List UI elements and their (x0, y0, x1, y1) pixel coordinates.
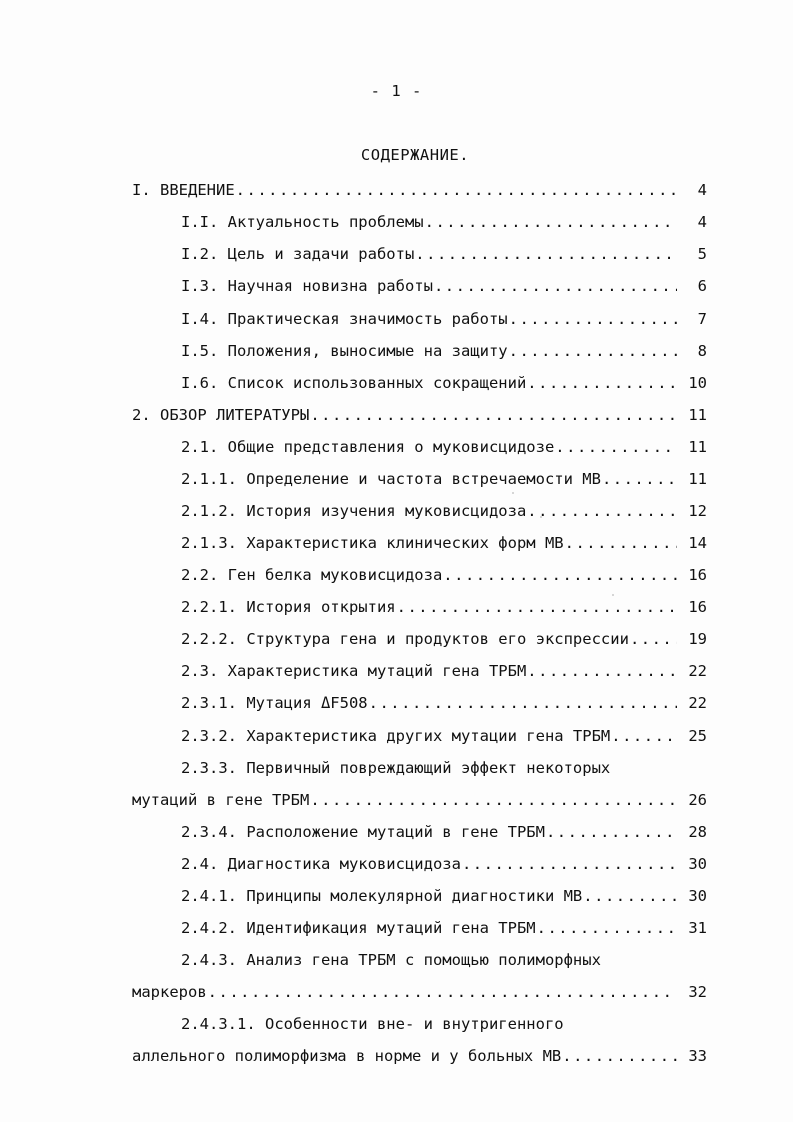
toc-entry-label: I.3. Научная новизна работы (181, 277, 433, 295)
toc-entry-label: 2.1.3. Характеристика клинических форм МВ (181, 534, 564, 552)
toc-entry (181, 885, 707, 907)
scan-speck (540, 516, 542, 518)
toc-entry-label: I.2. Цель и задачи работы (181, 245, 415, 263)
page-number: - 1 - (370, 82, 423, 100)
toc-entry-page: 11 (688, 438, 707, 456)
dot-leader (509, 340, 677, 362)
toc-entry-first-line: 2.3.3. Первичный повреждающий эффект некоторых (181, 759, 611, 777)
toc-entry (181, 275, 707, 297)
toc-entry-label: 2. ОБЗОР ЛИТЕРАТУРЫ (132, 406, 310, 424)
toc-entry-first-line: 2.4.3.1. Особенности вне- и внутригенного (181, 1015, 564, 1033)
toc-entry (181, 500, 707, 522)
toc-entry (181, 340, 707, 362)
dot-leader (583, 885, 677, 907)
toc-entry-page: 4 (697, 213, 707, 231)
dot-leader (527, 660, 677, 682)
toc-entry-page: 4 (697, 181, 707, 199)
toc-entry-page: 26 (688, 791, 707, 809)
toc-entry (132, 1045, 707, 1067)
dot-leader (434, 275, 677, 297)
toc-entry (181, 660, 707, 682)
toc-entry-label: мутаций в гене ТРБМ (132, 791, 310, 809)
toc-entry-page: 14 (688, 534, 707, 552)
toc-entry (181, 468, 707, 490)
toc-entry (181, 436, 707, 458)
toc-entry-page: 10 (688, 374, 707, 392)
dot-leader (537, 917, 677, 939)
dot-leader (630, 628, 677, 650)
toc-entry (181, 725, 707, 747)
toc-entry-label: I. ВВЕДЕНИЕ (132, 181, 235, 199)
toc-entry-label: 2.1.1. Определение и частота встречаемости МВ (181, 470, 601, 488)
toc-entry-page: 16 (688, 598, 707, 616)
toc-entry-page: 7 (697, 310, 707, 328)
toc-entry-label: 2.1.2. История изучения муковисцидоза (181, 502, 527, 520)
toc-entry (181, 564, 707, 586)
scan-speck (512, 492, 514, 494)
toc-entry-page: 6 (697, 277, 707, 295)
dot-leader (310, 404, 677, 426)
toc-entry (181, 853, 707, 875)
dot-leader (509, 308, 677, 330)
toc-entry-page: 31 (688, 919, 707, 937)
toc-entry-page: 16 (688, 566, 707, 584)
toc-entry-label: I.5. Положения, выносимые на защиту (181, 342, 508, 360)
toc-entry-label: 2.3.4. Расположение мутаций в гене ТРБМ (181, 823, 545, 841)
toc-entry-label: I.4. Практическая значимость работы (181, 310, 508, 328)
toc-entry-page: 25 (688, 727, 707, 745)
dot-leader (546, 821, 677, 843)
toc-entry-page: 32 (688, 983, 707, 1001)
toc-title: СОДЕРЖАНИЕ. (360, 146, 470, 164)
scan-speck (612, 594, 614, 596)
toc-entry-label: 2.3. Характеристика мутаций гена ТРБМ (181, 662, 527, 680)
toc-entry-label: 2.2.2. Структура гена и продуктов его экспрессии (181, 630, 629, 648)
toc-entry-label: 2.2. Ген белка муковисцидоза (181, 566, 443, 584)
dot-leader (236, 179, 677, 201)
toc-entry-label: 2.4.2. Идентификация мутаций гена ТРБМ (181, 919, 536, 937)
toc-entry (181, 628, 707, 650)
toc-entry-label: 2.2.1. История открытия (181, 598, 396, 616)
dot-leader (527, 372, 677, 394)
toc-entry-label: 2.3.1. Мутация ΔF508 (181, 694, 368, 712)
toc-entry-label: 2.1. Общие представления о муковисцидозе (181, 438, 555, 456)
toc-entry-label: I.I. Актуальность проблемы (181, 213, 424, 231)
toc-entry-label: 2.4.1. Принципы молекулярной диагностики МВ (181, 887, 583, 905)
toc-entry-page: 8 (697, 342, 707, 360)
toc-entry (181, 917, 707, 939)
toc-entry-label: 2.3.2. Характеристика других мутации гена ТРБМ (181, 727, 611, 745)
toc-entry-page: 30 (688, 855, 707, 873)
dot-leader (555, 436, 677, 458)
toc-entry (132, 789, 707, 811)
dot-leader (611, 725, 677, 747)
toc-entry (181, 692, 707, 714)
dot-leader (208, 981, 677, 1003)
toc-entry-label: 2.4. Диагностика муковисцидоза (181, 855, 461, 873)
toc-entry (181, 821, 707, 843)
toc-entry-page: 19 (688, 630, 707, 648)
toc-entry-page: 22 (688, 694, 707, 712)
toc-entry-page: 30 (688, 887, 707, 905)
dot-leader (397, 596, 677, 618)
dot-leader (310, 789, 677, 811)
dot-leader (443, 564, 677, 586)
dot-leader (562, 1045, 677, 1067)
dot-leader (425, 211, 677, 233)
toc-entry (181, 243, 707, 265)
toc-entry (132, 404, 707, 426)
toc-entry (181, 532, 707, 554)
toc-entry-page: 12 (688, 502, 707, 520)
toc-entry (181, 211, 707, 233)
toc-entry-label: I.6. Список использованных сокращений (181, 374, 527, 392)
toc-entry-page: 28 (688, 823, 707, 841)
dot-leader (602, 468, 677, 490)
toc-entry (132, 179, 707, 201)
toc-entry-page: 11 (688, 470, 707, 488)
toc-entry-page: 11 (688, 406, 707, 424)
toc-entry-first-line: 2.4.3. Анализ гена ТРБМ с помощью полиморфных (181, 951, 601, 969)
dot-leader (527, 500, 677, 522)
toc-entry (181, 596, 707, 618)
dot-leader (462, 853, 677, 875)
toc-entry-label: маркеров (132, 983, 207, 1001)
toc-entry-page: 5 (697, 245, 707, 263)
toc-entry-label: аллельного полиморфизма в норме и у больных МВ (132, 1047, 562, 1065)
toc-entry (181, 308, 707, 330)
dot-leader (565, 532, 677, 554)
dot-leader (369, 692, 677, 714)
dot-leader (415, 243, 677, 265)
toc-entry (132, 981, 707, 1003)
toc-entry (181, 372, 707, 394)
toc-entry-page: 33 (688, 1047, 707, 1065)
toc-entry-page: 22 (688, 662, 707, 680)
